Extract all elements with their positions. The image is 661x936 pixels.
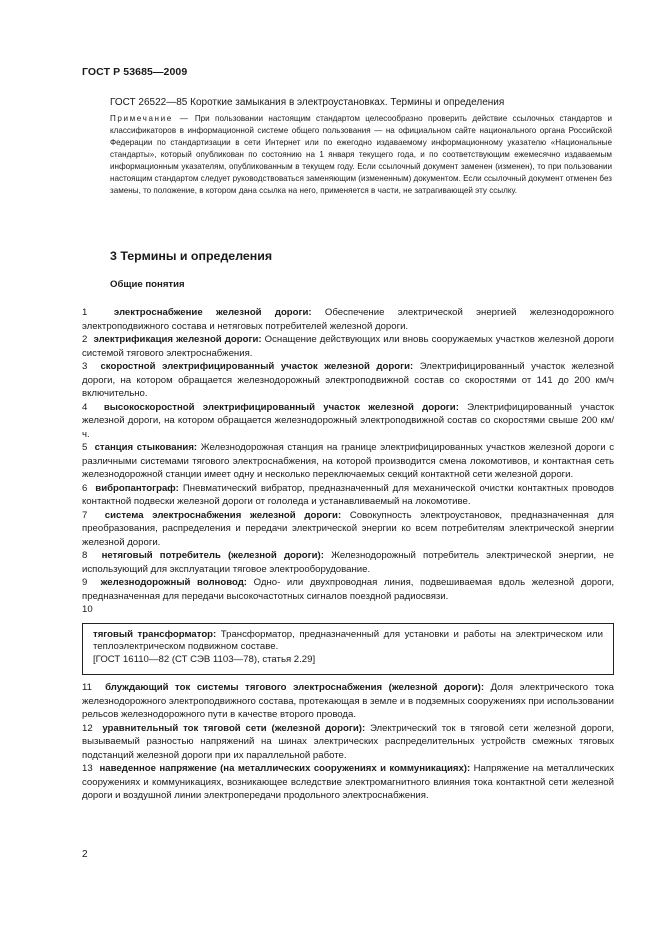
term-name: наведенное напряжение (на металлических сооружениях и коммуникациях): (99, 763, 471, 774)
term-name: электрификация железной дороги: (93, 334, 262, 345)
term-entry (82, 333, 614, 360)
term-definition: Оснащение действующих или вновь сооружаемых участков железной дороги системой тягового электроснабжения. (82, 334, 615, 359)
term-name: нетяговый потребитель (железной дороги): (101, 550, 324, 561)
term-entry (82, 482, 614, 509)
term-entry (82, 360, 614, 401)
term-name: блуждающий ток системы тягового электроснабжения (железной дороги): (105, 682, 485, 693)
section-title: 3 Термины и определения (110, 249, 273, 263)
term-number: 7 (82, 509, 88, 521)
note-paragraph (110, 113, 612, 197)
subsection-title: Общие понятия (110, 279, 185, 290)
term-definition: Напряжение на металлических сооружениях и коммуникациях, возникающее вследствие электромагнитного влияния тока контактной сети железной дороги и воздушной линии электропередачи продольного электроснабжения. (82, 763, 614, 801)
term-name: высокоскоростной электрифицированный участок железной дороги: (103, 401, 459, 413)
term-entry (82, 306, 614, 333)
term-definition: Электрифицированный участок железной дороги, на котором обращается железнодорожный электроподвижной состав со скоростями свыше 200 км/ч. (82, 401, 614, 440)
term-number: 9 (82, 577, 88, 588)
term-name: скоростной электрифицированный участок железной дороги: (100, 361, 414, 372)
term-number: 3 (82, 361, 88, 372)
term-definition: Трансформатор, предназначенный для установки и работы на электрическом или теплоэлектрическом подвижном составе. (93, 628, 603, 652)
term-definition: Доля электрического тока железнодорожного электроподвижного состава, протекающая в земле и в подземных сооружениях при использовании рельсов железнодорожного пути в качестве второго провода. (82, 682, 614, 720)
normative-reference: ГОСТ 26522—85 Короткие замыкания в электроустановках. Термины и определения (110, 97, 505, 108)
term-definition: Электрифицированный участок железной дороги, на котором обращается железнодорожный электроподвижной состав со скоростями от 141 до 200 км/ч включительно. (82, 361, 614, 399)
term-entry (82, 509, 614, 550)
boxed-term (82, 623, 614, 676)
term-definition: Совокупность электроустановок, предназначенная для преобразования, распределения и передачи электрической энергии ко всем потребителям электрической энергии железной дороги. (82, 509, 614, 548)
note-label: Примечание — (110, 114, 190, 123)
term-name: система электроснабжения железной дороги: (104, 509, 342, 521)
term-number: 1 (82, 307, 88, 318)
term-entry (82, 401, 614, 442)
term-number: 5 (82, 442, 88, 453)
standard-header: ГОСТ Р 53685—2009 (82, 66, 188, 78)
note-text: При пользовании настоящим стандартом целесообразно проверить действие ссылочных стандартов и классификаторов в информационной системе общего пользования — на официальном сайте национального органа Российской Федерации по стандартизации в сети Интернет или по ежегодно издаваемому информационному указателю «Национальные стандарты», который опубликован по состоянию на 1 января текущего года, и по соответствующим ежемесячно издаваемым информационным указателям, опубликованным в текущем году. Если ссылочный документ заменен (изменен), то при пользовании настоящим стандартом следует руководствоваться заменяющим (измененным) документом. Если ссылочный документ отменен без замены, то положение, в котором дана ссылка на него, применяется в части, не затрагивающей эту ссылку. (110, 114, 612, 195)
term-name: электроснабжение железной дороги: (113, 307, 312, 318)
term-name: тяговый трансформатор: (93, 628, 217, 640)
term-entry (82, 576, 614, 603)
term-entry (82, 441, 614, 482)
term-name: станция стыкования: (94, 442, 198, 453)
term-number: 11 (82, 682, 92, 693)
term-number: 6 (82, 482, 88, 494)
term-number: 2 (82, 334, 88, 345)
term-number: 12 (82, 722, 93, 734)
term-number: 4 (82, 401, 88, 413)
term-entry (82, 681, 614, 722)
term-entry (82, 549, 614, 576)
term-number: 8 (82, 550, 88, 561)
term-entry (82, 762, 614, 803)
term-definition: Обеспечение электрической энергией железнодорожного электроподвижного состава и нетяговых потребителей железной дороги. (82, 307, 614, 332)
term-definition: Пневматический вибратор, предназначенный для механической очистки контактных проводов контактной подвески железной дороги от гололеда и устанавливаемый на локомотиве. (82, 482, 614, 507)
term-number: 13 (82, 763, 93, 774)
term-name: железнодорожный волновод: (100, 577, 247, 588)
terms-list (82, 306, 614, 803)
term-definition: Железнодорожная станция на границе электрифицированных участков железной дороги с различными системами тягового электроснабжения, на которой производится смена локомотивов, и контактная сеть железнодорожной станции имеет одну и несколько переключаемых секций контактной сети железной дороги. (82, 442, 614, 480)
term-name: уравнительный ток тяговой сети (железной дороги): (102, 722, 366, 734)
term-source: [ГОСТ 16110—82 (СТ СЭВ 1103—78), статья 2.29] (93, 653, 316, 665)
term-number: 10 (82, 604, 93, 615)
term-definition: Железнодорожный потребитель электрической энергии, не использующий для эксплуатации тяговое электрооборудование. (82, 550, 614, 575)
page-number: 2 (82, 849, 88, 860)
term-entry (82, 722, 614, 763)
term-definition: Одно- или двухпроводная линия, подвешиваемая вдоль железной дороги, предназначенная для передачи высокочастотных сигналов поездной радиосвязи. (82, 577, 614, 602)
term-definition: Электрический ток в тяговой сети железной дороги, вызываемый разностью напряжений на шинах электрических распределительных устройств смежных тяговых подстанций железной дороги при их параллельной работе. (82, 722, 614, 761)
term-entry (93, 629, 603, 654)
term-name: вибропантограф: (95, 482, 179, 494)
